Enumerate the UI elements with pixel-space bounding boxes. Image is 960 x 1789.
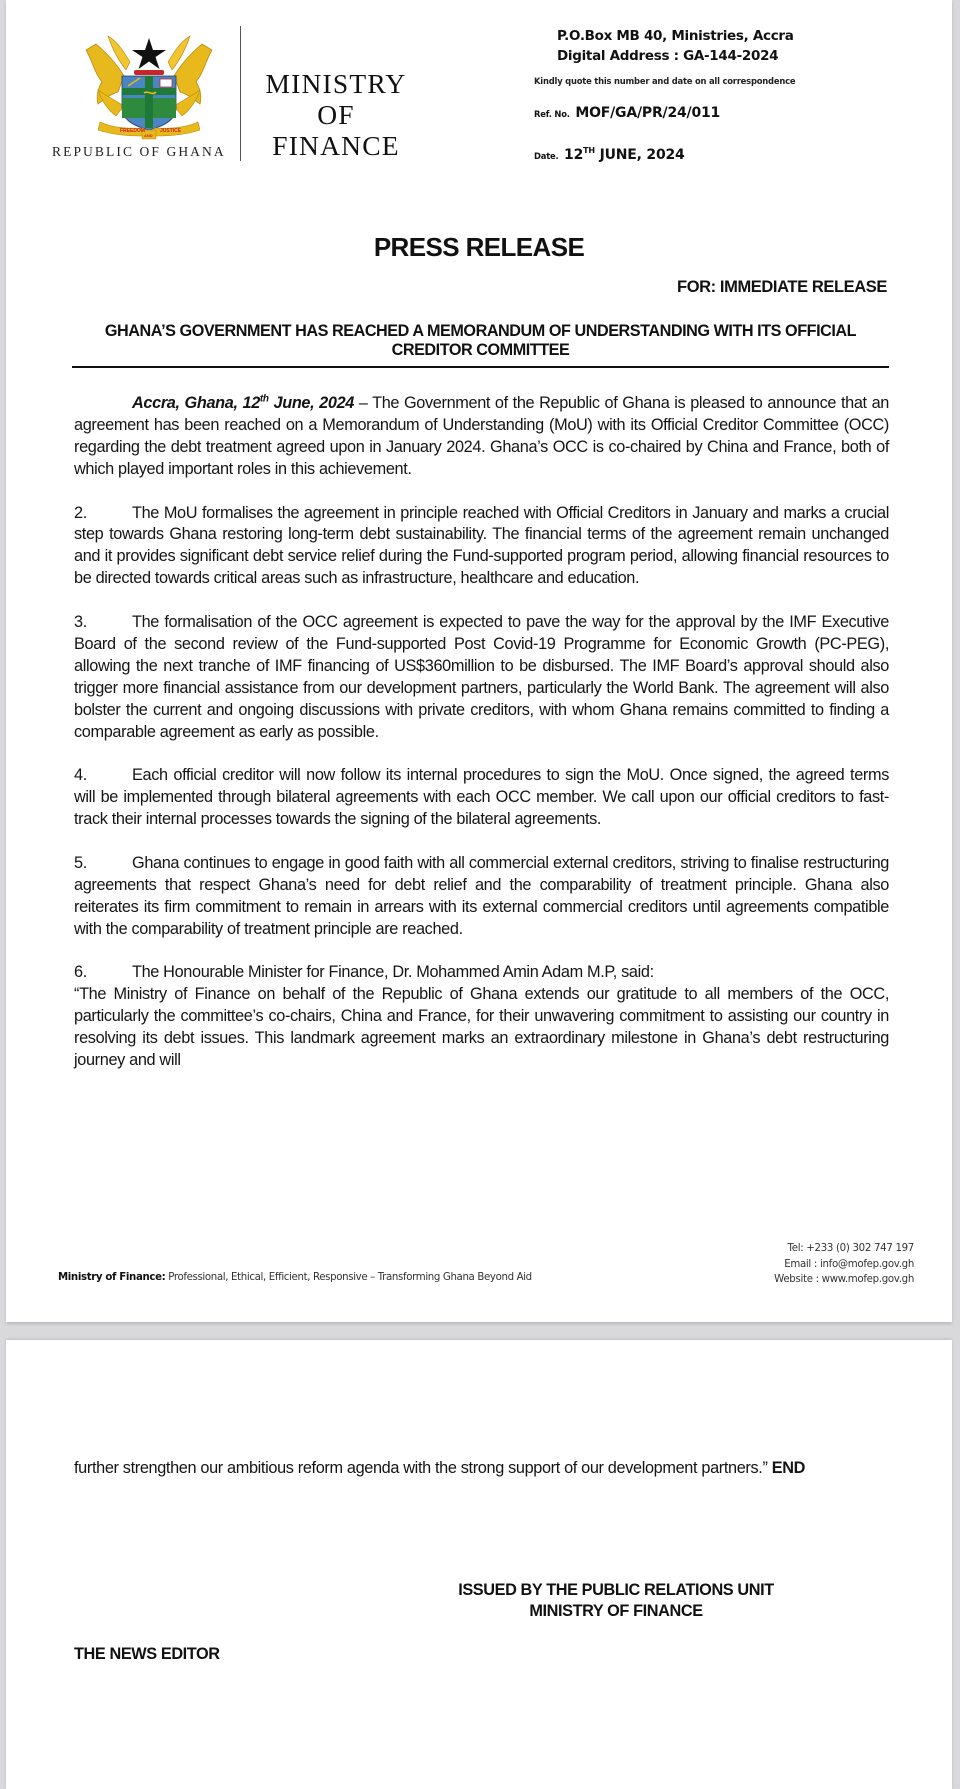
republic-of-ghana-label: REPUBLIC OF GHANA	[52, 144, 226, 159]
paragraph-number: 6.	[74, 963, 87, 982]
footer-motto-label: Ministry of Finance:	[58, 1272, 166, 1283]
footer-tel: Tel: +233 (0) 302 747 197	[787, 1243, 914, 1254]
paragraph-2	[74, 503, 889, 591]
footer-website: Website : www.mofep.gov.gh	[774, 1274, 914, 1285]
paragraph-1	[74, 393, 889, 481]
ministry-of-finance-wordmark	[250, 68, 422, 161]
footer-motto-text: Professional, Ethical, Efficient, Responsive – Transforming Ghana Beyond Aid	[165, 1272, 532, 1283]
paragraph-1-text: – The Government of the Republic of Ghana is pleased to announce that an agreement has been reached on a Memorandum of Understanding (MoU) with its Official Creditor Committee (OCC) regarding the debt treatment agreed upon in January 2024. Ghana’s OCC is co-chaired by China and France, both of which played important roles in this achievement.	[74, 394, 889, 478]
addressee: THE NEWS EDITOR	[74, 1645, 220, 1663]
date-value	[564, 147, 685, 163]
paragraph-number: 2.	[74, 503, 87, 522]
dateline	[74, 394, 354, 412]
letterhead-divider	[240, 26, 241, 161]
paragraph-5	[74, 853, 889, 941]
crest-motto-justice: JUSTICE	[160, 128, 182, 134]
wordmark-line-finance: FINANCE	[272, 130, 400, 161]
issued-by-block	[416, 1580, 816, 1622]
ghana-coat-of-arms-icon	[78, 30, 220, 142]
minister-quote-continued	[74, 1458, 889, 1480]
end-marker: END	[767, 1459, 806, 1477]
paragraph-text: Ghana continues to engage in good faith with all commercial external creditors, striving to finalise restructuring agreements that respect Ghana’s need for debt relief and the comparability of treatment principle. Ghana also reiterates its firm commitment to remain in arrears with its external commercial creditors until agreements compatible with the comparability of treatment principle are reached.	[74, 853, 889, 938]
wordmark-line-ministry: MINISTRY	[265, 68, 407, 99]
issued-by-line: ISSUED BY THE PUBLIC RELATIONS UNIT	[458, 1581, 774, 1599]
paragraph-text: The MoU formalises the agreement in principle reached with Official Creditors in January and marks a crucial step towards Ghana restoring long-term debt sustainability. The financial terms of the agreement remain unchanged and it provides significant debt service relief during the Fund-supported program period, allowing financial resources to be directed towards critical areas such as infrastructure, healthcare and education.	[74, 503, 889, 588]
dateline-month-year: June, 2024	[268, 394, 354, 412]
date-month-year: JUNE, 2024	[594, 147, 685, 163]
date-suffix: TH	[583, 146, 595, 155]
wordmark-line-of: OF	[317, 99, 355, 130]
letter-date	[534, 144, 685, 163]
digital-address-line: Digital Address : GA-144-2024	[557, 48, 779, 64]
crest-motto-and: AND	[144, 133, 153, 138]
headline: GHANA’S GOVERNMENT HAS REACHED A MEMORANDUM OF UNDERSTANDING WITH ITS OFFICIAL CREDITOR COMMITTEE	[104, 322, 857, 359]
dateline-sup: th	[259, 393, 269, 405]
issuer-name-line: MINISTRY OF FINANCE	[529, 1602, 703, 1620]
paragraph-text: The Honourable Minister for Finance, Dr. Mohammed Amin Adam M.P, said:	[132, 963, 654, 982]
paragraph-number: 4.	[74, 766, 87, 785]
po-box-line: P.O.Box MB 40, Ministries, Accra	[557, 28, 794, 44]
dateline-place-day: Accra, Ghana, 12	[132, 394, 260, 412]
paragraph-text: Each official creditor will now follow its internal procedures to sign the MoU. Once signed, the agreed terms will be implemented through bilateral agreements with each OCC member. We call upon our official creditors to fast-track their internal processes towards the signing of the bilateral agreements.	[74, 766, 889, 829]
document-page-1	[6, 0, 952, 1322]
ref-value: MOF/GA/PR/24/011	[575, 105, 721, 121]
paragraph-6	[74, 962, 889, 984]
release-tag: FOR: IMMEDIATE RELEASE	[677, 278, 887, 296]
headline-underline	[72, 366, 889, 368]
footer-contacts	[774, 1241, 914, 1288]
quote-reference-note: Kindly quote this number and date on all correspondence	[534, 76, 796, 86]
page-title: PRESS RELEASE	[373, 232, 585, 262]
paragraph-number: 5.	[74, 853, 87, 872]
quote-continued-text: further strengthen our ambitious reform agenda with the strong support of our development partners.”	[74, 1459, 768, 1477]
date-day: 12	[564, 147, 584, 163]
reference-number	[534, 102, 720, 121]
paragraph-3	[74, 612, 889, 743]
press-release-body	[74, 393, 889, 1072]
postal-address	[557, 26, 794, 66]
date-label: Date.	[534, 151, 559, 161]
crest-motto-freedom: FREEDOM	[120, 128, 145, 134]
document-page-2	[6, 1340, 952, 1789]
footer-email: Email : info@mofep.gov.gh	[784, 1258, 914, 1270]
paragraph-number: 3.	[74, 613, 87, 632]
ref-label: Ref. No.	[534, 109, 570, 119]
minister-quote: “The Ministry of Finance on behalf of the Republic of Ghana extends our gratitude to all members of the OCC, particularly the committee’s co-chairs, China and France, for their unwavering commitment to assisting our country in resolving its debt issues. This landmark agreement marks an extraordinary milestone in Ghana’s debt restructuring journey and will	[74, 985, 889, 1070]
paragraph-4	[74, 765, 889, 831]
footer-motto	[58, 1272, 532, 1283]
paragraph-text: The formalisation of the OCC agreement is expected to pave the way for the approval by the IMF Executive Board of the second review of the Fund-supported Post Covid-19 Programme for Economic Growth (PC-PEG), allowing the next tranche of IMF financing of US$360million to be disbursed. The IMF Board’s approval should also trigger more financial assistance from our development partners, particularly the World Bank. The agreement will also bolster the current and ongoing discussions with private creditors, with whom Ghana remains committed to finding a comparable agreement as early as possible.	[74, 613, 889, 741]
